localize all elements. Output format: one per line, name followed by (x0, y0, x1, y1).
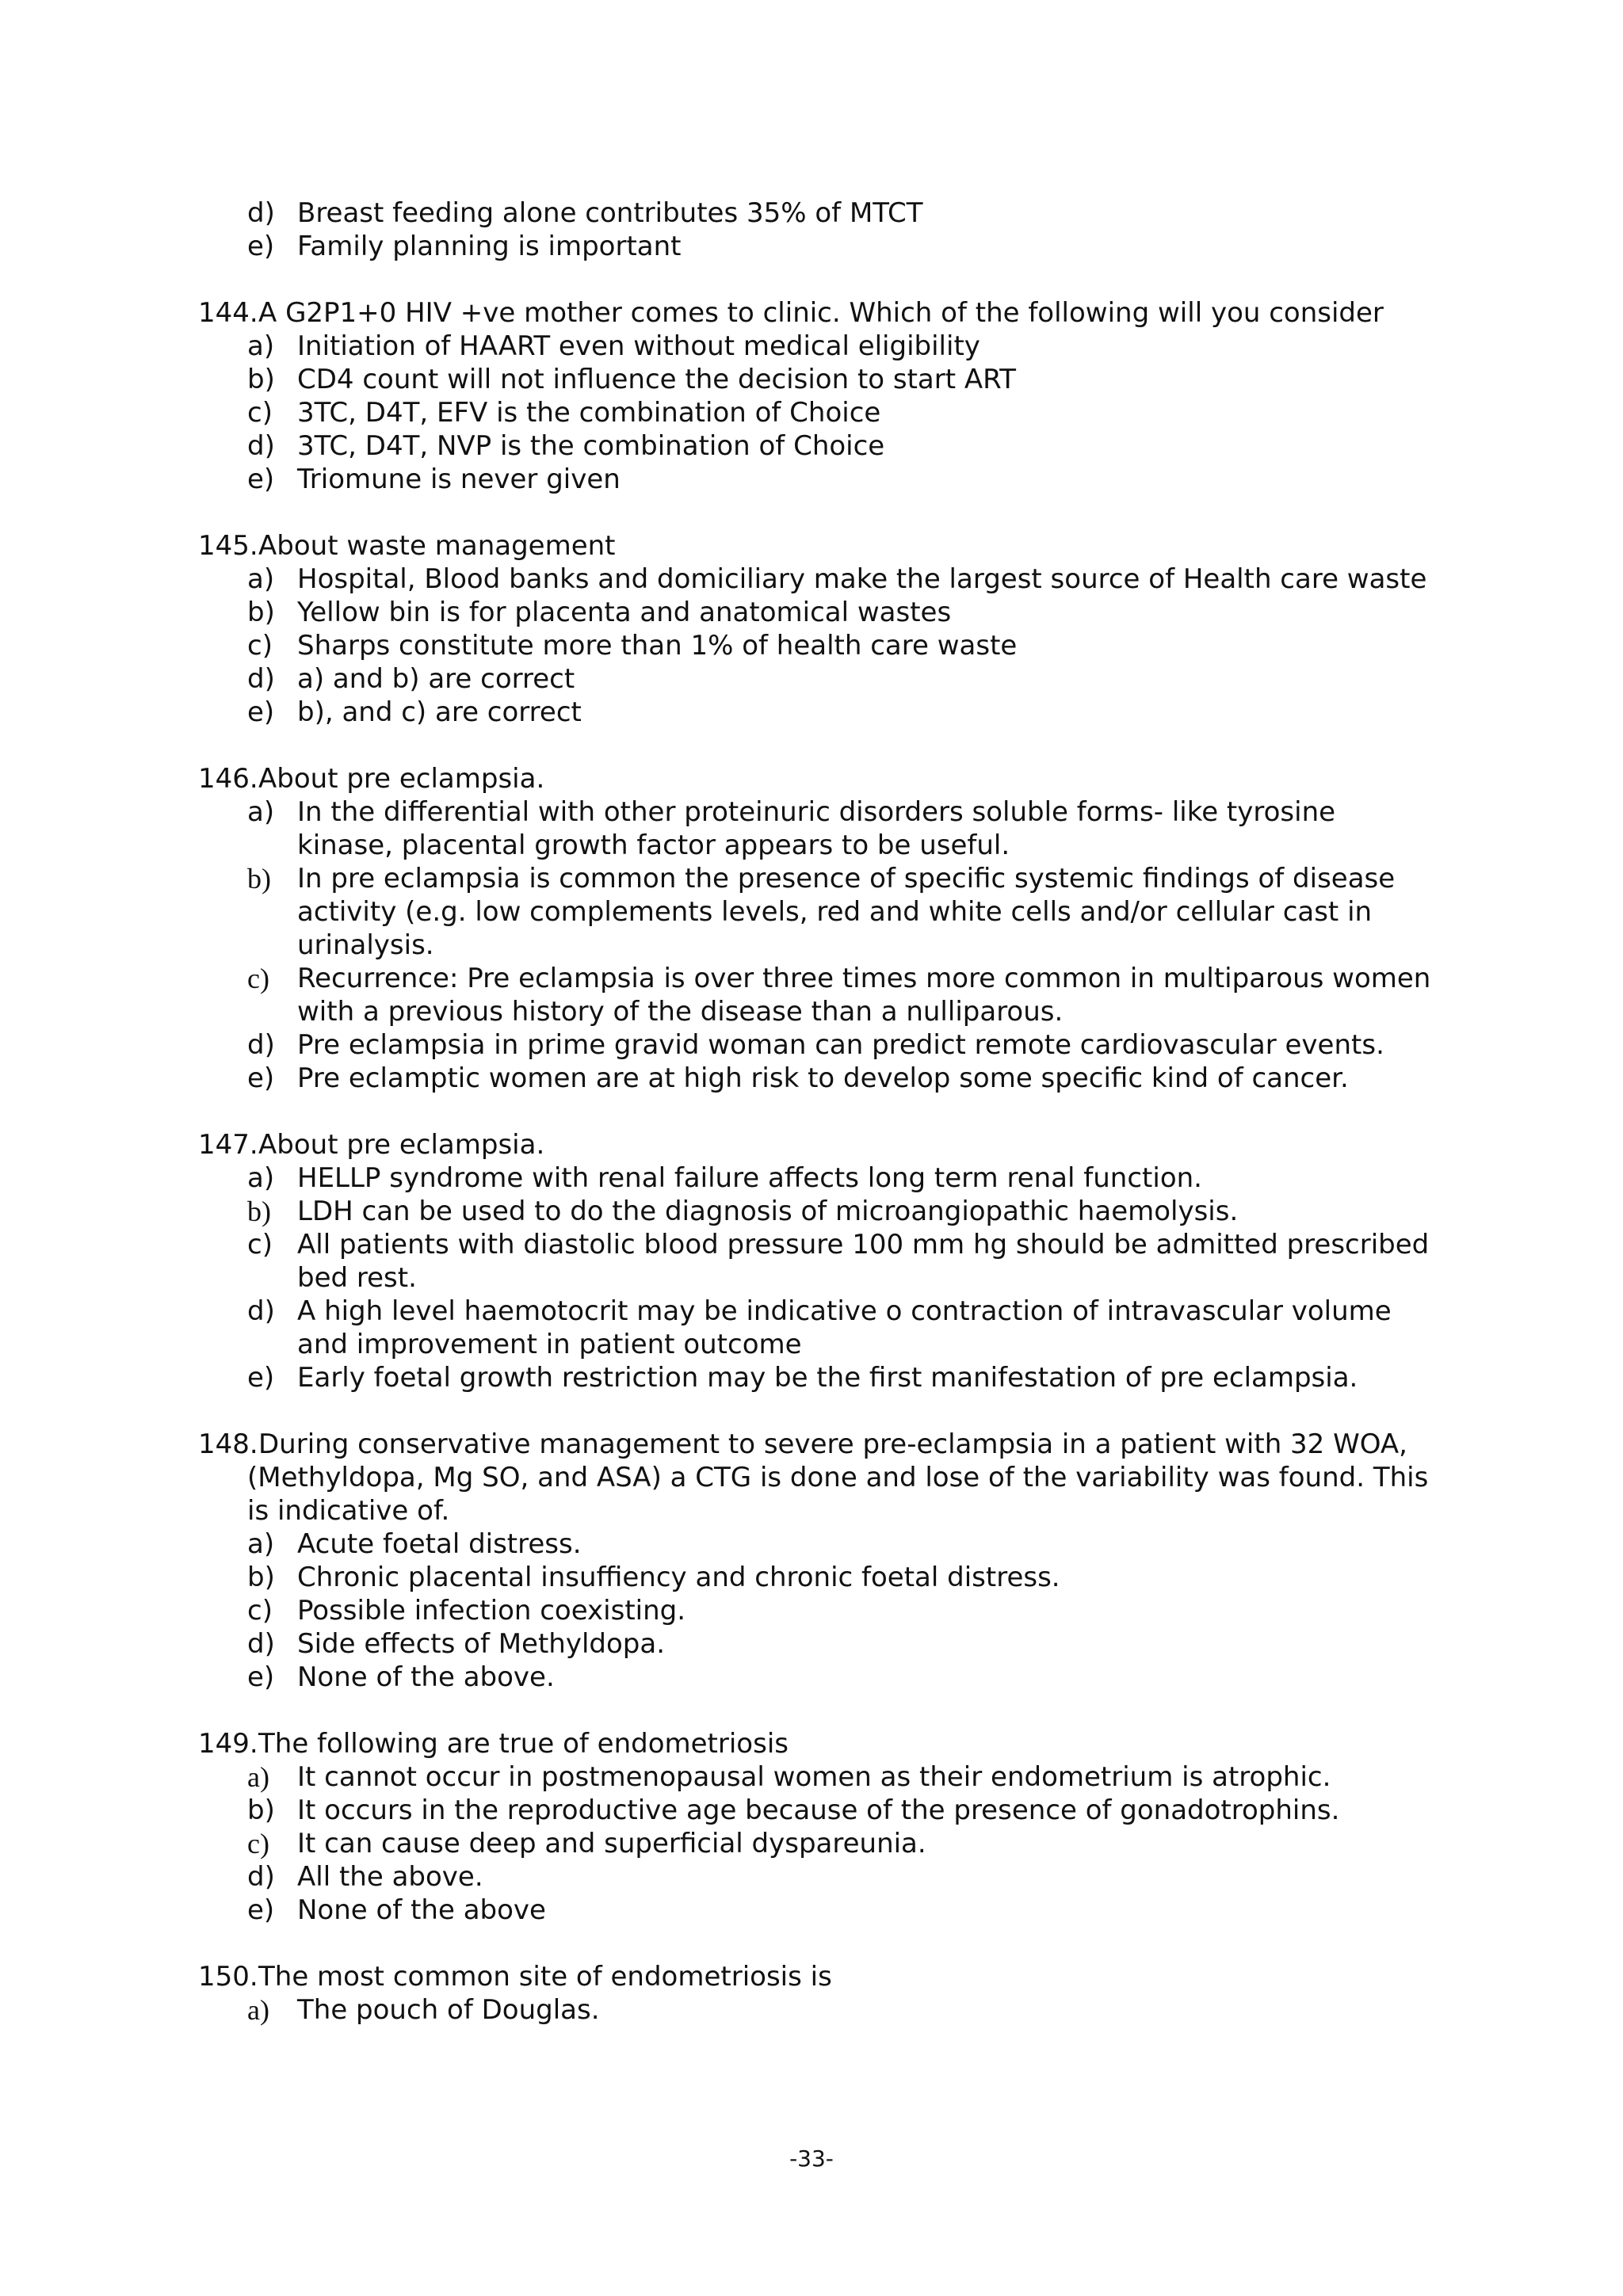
option-text: Early foetal growth restriction may be the first manifestation of pre eclampsia. (297, 1362, 1358, 1394)
option-text: None of the above. (297, 1661, 555, 1693)
option-a (198, 1161, 1434, 1195)
option-a (198, 1760, 1434, 1794)
option-a (198, 330, 1434, 363)
question-147 (198, 1128, 1434, 1394)
option-text: Hospital, Blood banks and domiciliary make the largest source of Health care waste (297, 563, 1427, 595)
option-label: a) (247, 796, 275, 828)
option-text: 3TC, D4T, EFV is the combination of Choice (297, 397, 881, 429)
option-text: Triomune is never given (297, 463, 621, 495)
option-text: Yellow bin is for placenta and anatomical wastes (297, 597, 952, 628)
option-e (198, 1661, 1434, 1694)
question-number: 147. (198, 1129, 258, 1161)
option-text: It cannot occur in postmenopausal women as their endometrium is atrophic. (297, 1761, 1331, 1793)
option-a (198, 795, 1434, 862)
option-label: e) (247, 463, 275, 495)
page-content (198, 196, 1434, 2060)
option-b (198, 596, 1434, 629)
option-e (198, 1062, 1434, 1095)
option-d (198, 1295, 1434, 1361)
option-text: 3TC, D4T, NVP is the combination of Choice (297, 430, 885, 462)
option-text: It can cause deep and superficial dyspareunia. (297, 1828, 926, 1859)
option-label: d) (247, 197, 275, 229)
option-e (198, 463, 1434, 496)
question-stem-continued: (Methyldopa, Mg SO, and ASA) a CTG is done and lose of the variability was found. This is indicative of. (247, 1462, 1429, 1527)
question-text: About waste management (258, 530, 616, 562)
question-148 (198, 1428, 1434, 1694)
option-label: d) (247, 1295, 275, 1327)
question-stem (198, 296, 1434, 330)
option-label: d) (247, 1628, 275, 1660)
option-label: d) (247, 430, 275, 462)
option-label: d) (247, 1029, 275, 1061)
option-label: a) (247, 1994, 269, 2026)
question-text: About pre eclampsia. (258, 763, 545, 795)
option-text: HELLP syndrome with renal failure affects long term renal function. (297, 1162, 1202, 1194)
question-number: 150. (198, 1961, 258, 1993)
question-146 (198, 762, 1434, 1095)
option-label: b) (247, 1794, 275, 1826)
question-150 (198, 1960, 1434, 2027)
option-text: The pouch of Douglas. (297, 1994, 600, 2026)
option-c (198, 962, 1434, 1028)
option-text: Acute foetal distress. (297, 1528, 582, 1560)
question-stem (198, 1727, 1434, 1760)
option-label: c) (247, 963, 269, 994)
option-text: LDH can be used to do the diagnosis of microangiopathic haemolysis. (297, 1196, 1239, 1227)
question-143-continuation (198, 196, 1434, 263)
question-text: About pre eclampsia. (258, 1129, 545, 1161)
option-text: A high level haemotocrit may be indicative o contraction of intravascular volume and improvement in patient outcome (297, 1295, 1392, 1360)
page-number: -33- (789, 2145, 834, 2172)
question-stem (198, 1428, 1434, 1461)
option-label: a) (247, 330, 275, 362)
question-stem (198, 1960, 1434, 1993)
option-e (198, 696, 1434, 729)
option-text: Chronic placental insuffiency and chronic foetal distress. (297, 1562, 1060, 1593)
option-d (198, 429, 1434, 463)
option-e (198, 1894, 1434, 1927)
option-d (198, 662, 1434, 696)
option-label: a) (247, 1761, 269, 1793)
option-b (198, 1794, 1434, 1827)
option-a (198, 1993, 1434, 2027)
option-label: b) (247, 1562, 275, 1593)
option-label: c) (247, 1828, 269, 1859)
question-stem (198, 529, 1434, 563)
question-text: The following are true of endometriosis (258, 1728, 789, 1760)
option-c (198, 629, 1434, 662)
option-label: c) (247, 397, 273, 429)
option-c (198, 1594, 1434, 1627)
option-label: e) (247, 696, 275, 728)
question-144 (198, 296, 1434, 496)
option-label: c) (247, 1595, 273, 1627)
option-b (198, 1561, 1434, 1594)
option-text: None of the above (297, 1894, 546, 1926)
option-text: Side effects of Methyldopa. (297, 1628, 666, 1660)
option-text: a) and b) are correct (297, 663, 575, 695)
option-text: In pre eclampsia is common the presence of specific systemic findings of disease activity (e.g. low complements levels, red and white cells and/or cellular cast in urinalysis. (297, 863, 1396, 961)
option-text: Breast feeding alone contributes 35% of MTCT (297, 197, 923, 229)
question-149 (198, 1727, 1434, 1927)
question-stem (198, 1128, 1434, 1161)
option-label: e) (247, 231, 275, 262)
question-text: The most common site of endometriosis is (258, 1961, 832, 1993)
option-b (198, 363, 1434, 396)
option-d (198, 1860, 1434, 1894)
option-b (198, 862, 1434, 962)
option-text: Sharps constitute more than 1% of health care waste (297, 630, 1018, 662)
option-label: b) (247, 1196, 271, 1227)
question-number: 146. (198, 763, 258, 795)
option-text: It occurs in the reproductive age because of the presence of gonadotrophins. (297, 1794, 1340, 1826)
option-label: e) (247, 1362, 275, 1394)
option-text: Possible infection coexisting. (297, 1595, 686, 1627)
option-text: Recurrence: Pre eclampsia is over three times more common in multiparous women with a previous history of the disease than a nulliparous. (297, 963, 1431, 1028)
option-label: e) (247, 1062, 275, 1094)
option-label: d) (247, 663, 275, 695)
option-label: c) (247, 1229, 273, 1261)
question-number: 144. (198, 297, 258, 329)
option-c (198, 396, 1434, 429)
option-e (198, 1361, 1434, 1394)
option-label: e) (247, 1661, 275, 1693)
option-label: a) (247, 563, 275, 595)
option-a (198, 563, 1434, 596)
option-text: Pre eclamptic women are at high risk to develop some specific kind of cancer. (297, 1062, 1349, 1094)
option-text: In the differential with other proteinuric disorders soluble forms- like tyrosine kinase, placental growth factor appears to be useful. (297, 796, 1336, 861)
option-d (198, 196, 1434, 230)
option-label: d) (247, 1861, 275, 1893)
option-c (198, 1228, 1434, 1295)
question-number: 148. (198, 1428, 258, 1460)
option-text: Initiation of HAART even without medical eligibility (297, 330, 980, 362)
option-label: c) (247, 630, 273, 662)
option-text: CD4 count will not influence the decision to start ART (297, 364, 1017, 395)
option-text: All the above. (297, 1861, 483, 1893)
option-label: b) (247, 597, 275, 628)
option-label: b) (247, 364, 275, 395)
option-d (198, 1627, 1434, 1661)
option-text: Pre eclampsia in prime gravid woman can predict remote cardiovascular events. (297, 1029, 1384, 1061)
option-b (198, 1195, 1434, 1228)
option-text: All patients with diastolic blood pressure 100 mm hg should be admitted prescribed bed rest. (297, 1229, 1430, 1294)
option-c (198, 1827, 1434, 1860)
question-145 (198, 529, 1434, 729)
question-number: 149. (198, 1728, 258, 1760)
question-number: 145. (198, 530, 258, 562)
question-stem (198, 762, 1434, 795)
option-text: Family planning is important (297, 231, 682, 262)
question-text: During conservative management to severe pre-eclampsia in a patient with 32 WOA, (258, 1428, 1407, 1460)
question-text: A G2P1+0 HIV +ve mother comes to clinic. Which of the following will you consider (258, 297, 1384, 329)
option-label: e) (247, 1894, 275, 1926)
option-label: b) (247, 863, 271, 894)
option-d (198, 1028, 1434, 1062)
option-e (198, 230, 1434, 263)
option-label: a) (247, 1162, 275, 1194)
option-label: a) (247, 1528, 275, 1560)
option-text: b), and c) are correct (297, 696, 582, 728)
option-a (198, 1527, 1434, 1561)
